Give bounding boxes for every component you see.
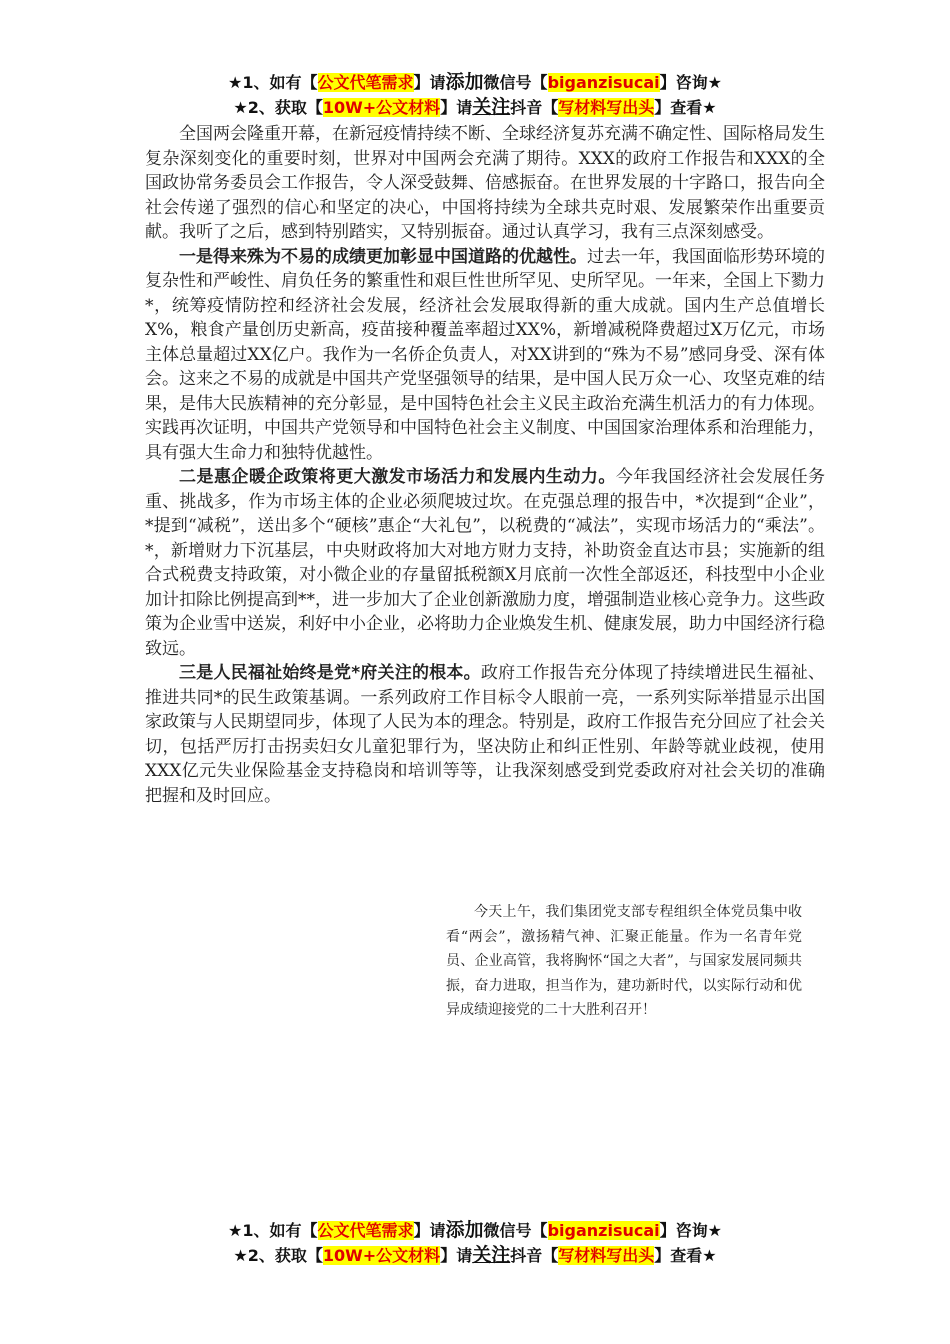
intro-paragraph: 全国两会隆重开幕，在新冠疫情持续不断、全球经济复苏充满不确定性、国际格局发生复杂深刻变化的重要时刻，世界对中国两会充满了期待。XXX的政府工作报告和XXX的全国政协常务委员会工作报告，令人深受鼓舞、倍感振奋。在世界发展的十字路口，报告向全社会传递了强烈的信心和坚定的决心，中国将持续为全球共克时艰、发展繁荣作出重要贡献。我听了之后，感到特别踏实，又特别振奋。通过认真学习，我有三点深刻感受。 xyxy=(145,124,825,242)
douyin-account-highlight[interactable]: 写材料写出头 xyxy=(558,98,655,117)
banner-line-2: ★2、获取【10W+公文材料】请关注抖音【写材料写出头】查看★ xyxy=(233,1244,717,1266)
closing-block xyxy=(446,900,802,1023)
point-2-title: 二是惠企暖企政策将更大激发市场活力和发展内生动力。 xyxy=(179,467,616,487)
article-body xyxy=(145,122,825,808)
closing-paragraph: 今天上午，我们集团党支部专程组织全体党员集中收看“两会”，激扬精气神、汇聚正能量。作为一名青年党员、企业高管，我将胸怀“国之大者”，与国家发展同频共振，奋力进取，担当作为，建功新时代，以实际行动和优异成绩迎接党的二十大胜利召开！ xyxy=(446,904,802,1018)
point-3-paragraph: 三是人民福祉始终是党*府关注的根本。政府工作报告充分体现了持续增进民生福祉、推进共同*的民生政策基调。一系列政府工作目标令人眼前一亮，一系列实际举措显示出国家政策与人民期望同步，体现了人民为本的理念。特别是，政府工作报告充分回应了社会关切，包括严厉打击拐卖妇女儿童犯罪行为，坚决防止和纠正性别、年龄等就业歧视，使用XXX亿元失业保险基金支持稳岗和培训等等，让我深刻感受到党委政府对社会关切的准确把握和及时回应。 xyxy=(145,663,826,806)
materials-highlight: 10W+公文材料 xyxy=(322,1246,441,1265)
star-icon: ★ xyxy=(228,73,243,92)
banner-line-1: ★1、如有【公文代笔需求】请添加微信号【biganzisucai】咨询★ xyxy=(228,1219,722,1241)
wechat-id-highlight[interactable]: biganzisucai xyxy=(547,1221,660,1240)
writing-service-highlight: 公文代笔需求 xyxy=(317,1221,414,1240)
writing-service-highlight: 公文代笔需求 xyxy=(317,73,414,92)
bottom-banner xyxy=(0,1218,950,1268)
star-icon: ★ xyxy=(233,98,248,117)
point-1-title: 一是得来殊为不易的成绩更加彰显中国道路的优越性。 xyxy=(179,246,587,267)
point-1-paragraph: 一是得来殊为不易的成绩更加彰显中国道路的优越性。过去一年，我国面临形势环境的复杂性和严峻性、肩负任务的繁重性和艰巨性世所罕见、史所罕见。一年来，全国上下勠力*，统筹疫情防控和经济社会发展，经济社会发展取得新的重大成就。国内生产总值增长X%，粮食产量创历史新高，疫苗接种覆盖率超过XX%，新增减税降费超过X万亿元，市场主体总量超过XX亿户。我作为一名侨企负责人，对XX讲到的“殊为不易”感同身受、深有体会。这来之不易的成就是中国共产党坚强领导的结果，是中国人民万众一心、攻坚克难的结果，是伟大民族精神的充分彰显，是中国特色社会主义民主政治充满生机活力的有力体现。实践再次证明，中国共产党领导和中国特色社会主义制度、中国国家治理体系和治理能力，具有强大生命力和独特优越性。 xyxy=(145,246,825,463)
point-3-title: 三是人民福祉始终是党*府关注的根本。 xyxy=(179,663,481,683)
star-icon: ★ xyxy=(233,1246,248,1265)
top-banner xyxy=(0,70,950,120)
wechat-id-highlight[interactable]: biganzisucai xyxy=(547,73,660,92)
banner-line-2: ★2、获取【10W+公文材料】请关注抖音【写材料写出头】查看★ xyxy=(233,96,717,118)
star-icon: ★ xyxy=(228,1221,243,1240)
materials-highlight: 10W+公文材料 xyxy=(322,98,441,117)
banner-line-1: ★1、如有【公文代笔需求】请添加微信号【biganzisucai】咨询★ xyxy=(228,71,722,93)
point-2-paragraph: 二是惠企暖企政策将更大激发市场活力和发展内生动力。今年我国经济社会发展任务重、挑战多，作为市场主体的企业必须爬坡过坎。在克强总理的报告中，*次提到“企业”，*提到“减税”，送出多个“硬核”惠企“大礼包”，以税费的“减法”，实现市场活力的“乘法”。*，新增财力下沉基层，中央财政将加大对地方财力支持，补助资金直达市县；实施新的组合式税费支持政策，对小微企业的存量留抵税额X月底前一次性全部返还，科技型中小企业加计扣除比例提高到**，进一步加大了企业创新激励力度，增强制造业核心竞争力。这些政策为企业雪中送炭，利好中小企业，必将助力企业焕发生机、健康发展，助力中国经济行稳致远。 xyxy=(145,467,826,659)
douyin-account-highlight[interactable]: 写材料写出头 xyxy=(558,1246,655,1265)
